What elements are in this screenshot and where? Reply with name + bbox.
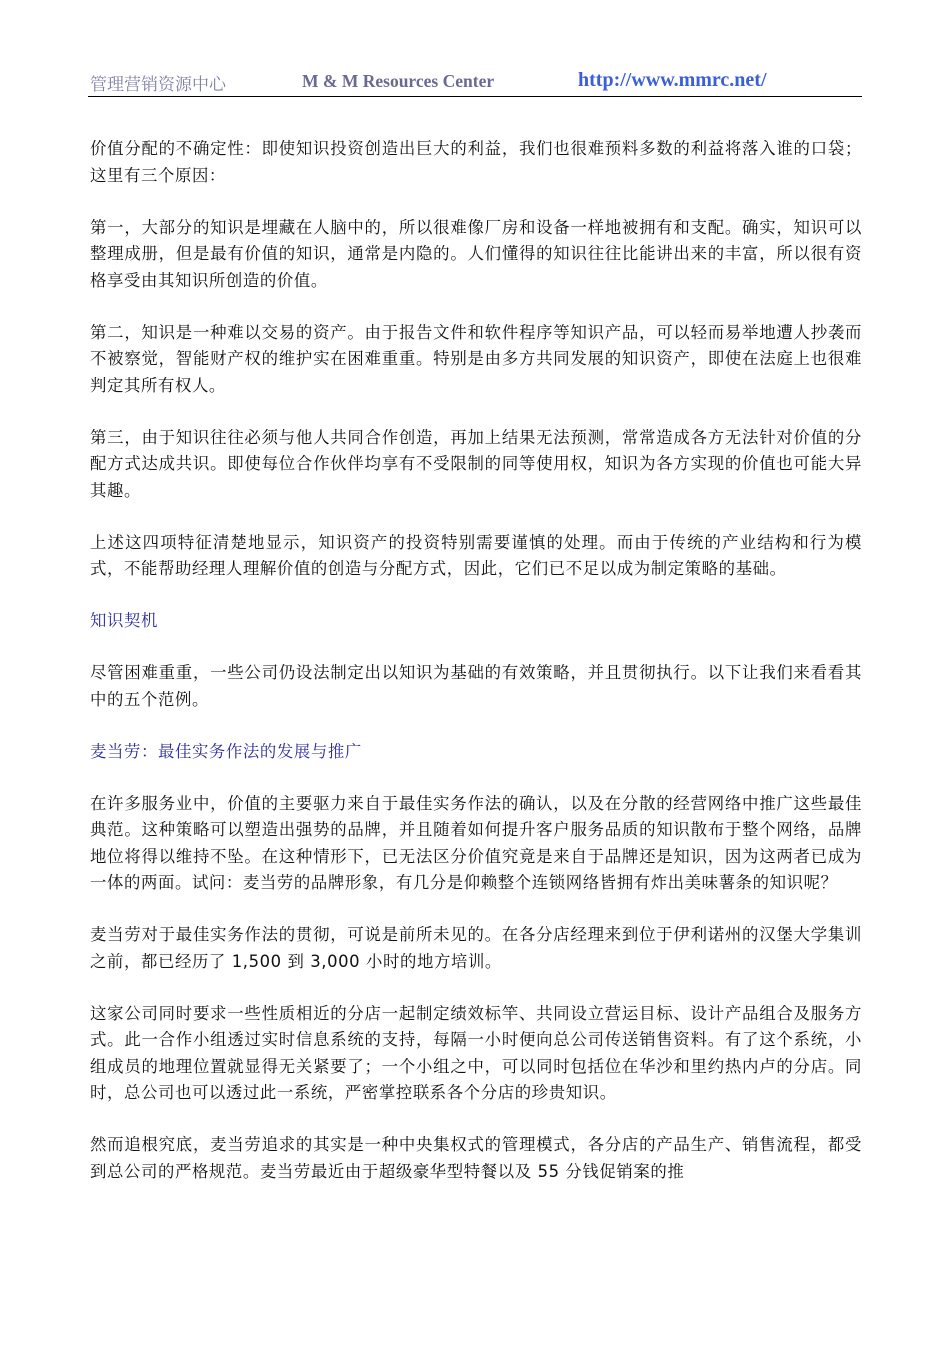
paragraph-hamburger-university: 麦当劳对于最佳实务作法的贯彻，可说是前所未见的。在各分店经理来到位于伊利诺州的汉堡大学集训之前，都已经历了 1,500 到 3,000 小时的地方培训。: [90, 925, 862, 971]
paragraph-reason-one: 第一，大部分的知识是埋藏在人脑中的，所以很难像厂房和设备一样地被拥有和支配。确实，知识可以整理成册，但是最有价值的知识，通常是内隐的。人们懂得的知识往往比能讲出来的丰富，所以很有资格享受由其知识所创造的价值。: [90, 217, 862, 290]
section-heading-knowledge-opportunity: 知识契机: [90, 611, 158, 630]
section-heading-mcdonalds: 麦当劳：最佳实务作法的发展与推广: [90, 741, 362, 761]
paragraph-value-distribution: 价值分配的不确定性：即使知识投资创造出巨大的利益，我们也很难预料多数的利益将落入谁的口袋；这里有三个原因：: [90, 139, 862, 185]
paragraph-centralized-management: 然而追根究底，麦当劳追求的其实是一种中央集权式的管理模式，各分店的产品生产、销售流程，都受到总公司的严格规范。麦当劳最近由于超级豪华型特餐以及 55 分钱促销案的推: [90, 1135, 862, 1181]
site-name-en: M & M Resources Center: [302, 71, 495, 91]
site-url-link[interactable]: http://www.mmrc.net/: [578, 69, 767, 91]
paragraph-best-practices: 在许多服务业中，价值的主要驱力来自于最佳实务作法的确认，以及在分散的经营网络中推广这些最佳典范。这种策略可以塑造出强势的品牌，并且随着如何提升客户服务品质的知识散布于整个网络，品牌地位将得以维持不坠。在这种情形下，已无法区分价值究竟是来自于品牌还是知识，因为这两者已成为一体的两面。试问：麦当劳的品牌形象，有几分是仰赖整个连锁网络皆拥有炸出美味薯条的知识呢？: [90, 793, 862, 892]
paragraph-reason-three: 第三，由于知识往往必须与他人共同合作创造，再加上结果无法预测，常常造成各方无法针对价值的分配方式达成共识。即使每位合作伙伴均享有不受限制的同等使用权，知识为各方实现的价值也可能大异其趣。: [90, 427, 862, 500]
paragraph-cooperative-groups: 这家公司同时要求一些性质相近的分店一起制定绩效标竿、共同设立营运目标、设计产品组合及服务方式。此一合作小组透过实时信息系统的支持，每隔一小时便向总公司传送销售资料。有了这个系统，小组成员的地理位置就显得无关紧要了；一个小组之中，可以同时包括位在华沙和里约热内卢的分店。同时，总公司也可以透过此一系统，严密掌控联系各个分店的珍贵知识。: [90, 1003, 862, 1102]
site-name-cn: 管理营销资源中心: [90, 75, 226, 95]
paragraph-five-examples: 尽管困难重重，一些公司仍设法制定出以知识为基础的有效策略，并且贯彻执行。以下让我们来看看其中的五个范例。: [90, 663, 862, 709]
paragraph-summary: 上述这四项特征清楚地显示，知识资产的投资特别需要谨慎的处理。而由于传统的产业结构和行为模式，不能帮助经理人理解价值的创造与分配方式，因此，它们已不足以成为制定策略的基础。: [90, 532, 862, 578]
document-body: [90, 136, 862, 1211]
page-header: [88, 70, 862, 97]
paragraph-reason-two: 第二，知识是一种难以交易的资产。由于报告文件和软件程序等知识产品，可以轻而易举地遭人抄袭而不被察觉，智能财产权的维护实在困难重重。特别是由多方共同发展的知识资产，即使在法庭上也很难判定其所有权人。: [90, 322, 862, 395]
